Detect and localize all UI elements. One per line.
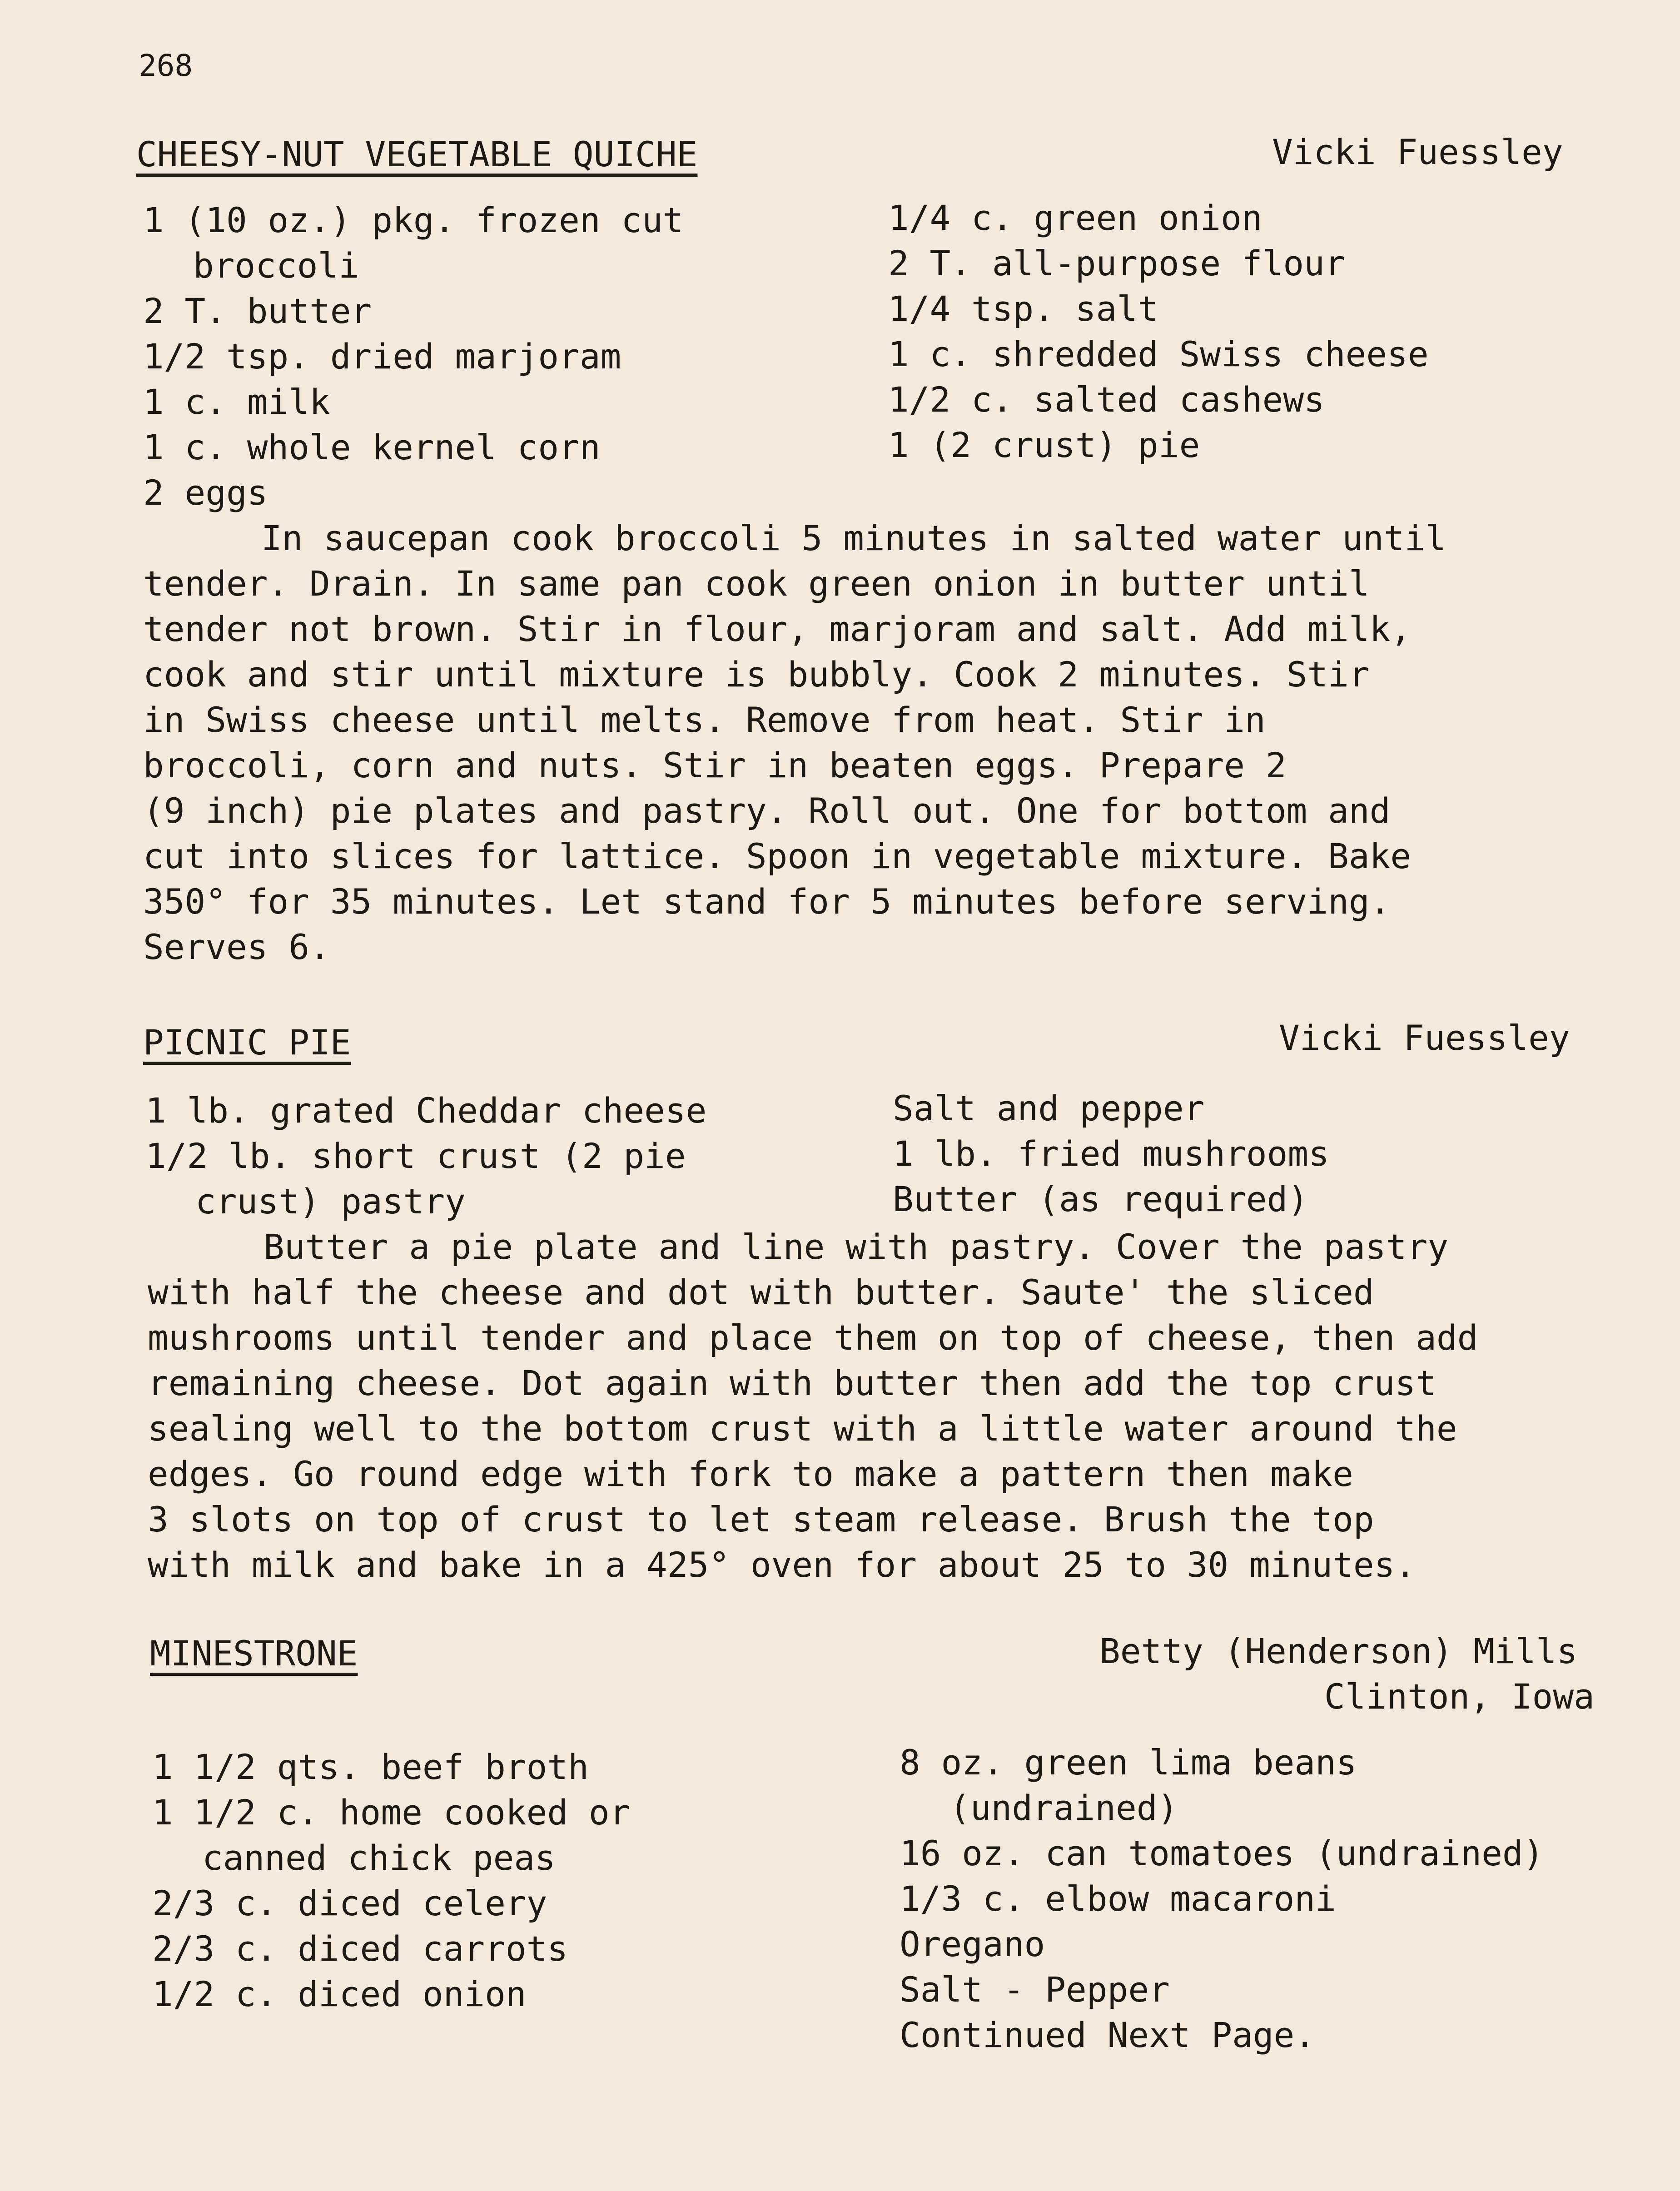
ingredient: 1 1/2 c. home cooked or xyxy=(152,1792,631,1833)
directions-line: remaining cheese. Dot again with butter then add the top crust xyxy=(148,1363,1436,1403)
ingredient: 1/2 tsp. dried marjoram xyxy=(143,336,621,377)
ingredient: 2 T. all-purpose flour xyxy=(888,243,1346,283)
ingredient: 1 (2 crust) pie xyxy=(888,425,1200,465)
directions-line: tender. Drain. In same pan cook green onion in butter until xyxy=(143,563,1370,604)
directions-line: mushrooms until tender and place them on top of cheese, then add xyxy=(148,1317,1478,1358)
ingredient: canned chick peas xyxy=(202,1838,556,1878)
ingredient: 1 lb. fried mushrooms xyxy=(893,1133,1329,1174)
directions-line: broccoli, corn and nuts. Stir in beaten eggs. Prepare 2 xyxy=(143,745,1287,785)
directions-line: sealing well to the bottom crust with a little water around the xyxy=(148,1408,1457,1449)
ingredient: (undrained) xyxy=(949,1788,1178,1828)
ingredient: broccoli xyxy=(193,245,360,286)
directions-line: with milk and bake in a 425° oven for about 25 to 30 minutes. xyxy=(148,1545,1416,1585)
recipe-author: Betty (Henderson) Mills xyxy=(1099,1631,1578,1671)
continued-note: Continued Next Page. xyxy=(900,2015,1316,2055)
ingredient: 1 c. whole kernel corn xyxy=(143,427,601,467)
directions-line: cut into slices for lattice. Spoon in vegetable mixture. Bake xyxy=(143,836,1412,876)
ingredient: 2/3 c. diced carrots xyxy=(152,1928,568,1969)
recipe-author: Vicki Fuessley xyxy=(1279,1018,1570,1058)
directions-line: In saucepan cook broccoli 5 minutes in salted water until xyxy=(261,518,1446,558)
ingredient: 1 c. shredded Swiss cheese xyxy=(888,334,1429,374)
directions-line: 350° for 35 minutes. Let stand for 5 minutes before serving. xyxy=(143,881,1391,922)
directions-line: in Swiss cheese until melts. Remove from heat. Stir in xyxy=(143,700,1266,740)
ingredient: 2 eggs xyxy=(143,472,268,513)
recipe-title: MINESTRONE xyxy=(150,1633,358,1674)
directions-line: Serves 6. xyxy=(143,927,330,967)
directions-line: cook and stir until mixture is bubbly. Cook 2 minutes. Stir xyxy=(143,654,1370,695)
recipe-directions xyxy=(143,516,1446,970)
ingredients-left xyxy=(143,198,684,516)
recipe-directions xyxy=(148,1224,1478,1588)
recipe-title: PICNIC PIE xyxy=(143,1022,351,1063)
directions-line: with half the cheese and dot with butter. Saute' the sliced xyxy=(148,1272,1374,1312)
ingredient: 1/4 c. green onion xyxy=(888,198,1262,238)
ingredient: Salt and pepper xyxy=(893,1088,1205,1128)
ingredient: 16 oz. can tomatoes (undrained) xyxy=(900,1833,1544,1873)
ingredient: 1/2 lb. short crust (2 pie xyxy=(145,1136,686,1176)
ingredients-left xyxy=(152,1744,630,2017)
directions-line: tender not brown. Stir in flour, marjoram and salt. Add milk, xyxy=(143,609,1412,649)
ingredient: 1/4 tsp. salt xyxy=(888,288,1158,329)
ingredients-right xyxy=(888,195,1429,468)
ingredient: 2 T. butter xyxy=(143,291,372,331)
ingredient: 1 1/2 qts. beef broth xyxy=(152,1747,589,1787)
ingredient: 1 c. milk xyxy=(143,382,330,422)
directions-line: Butter a pie plate and line with pastry. Cover the pastry xyxy=(263,1227,1449,1267)
ingredients-left xyxy=(145,1088,706,1224)
directions-line: (9 inch) pie plates and pastry. Roll out. One for bottom and xyxy=(143,790,1391,831)
ingredient: 8 oz. green lima beans xyxy=(900,1742,1357,1783)
ingredient: 1/2 c. salted cashews xyxy=(888,379,1325,420)
ingredient: crust) pastry xyxy=(195,1181,466,1222)
ingredients-right xyxy=(900,1740,1544,2058)
page-number: 268 xyxy=(139,48,193,83)
ingredient: Salt - Pepper xyxy=(900,1969,1170,2010)
ingredient: 1/3 c. elbow macaroni xyxy=(900,1878,1336,1919)
directions-line: edges. Go round edge with fork to make a pattern then make xyxy=(148,1454,1353,1494)
ingredient: 2/3 c. diced celery xyxy=(152,1883,547,1923)
ingredient: 1 lb. grated Cheddar cheese xyxy=(145,1090,707,1131)
ingredient: 1/2 c. diced onion xyxy=(152,1974,527,2014)
recipe-title: CHEESY-NUT VEGETABLE QUICHE xyxy=(136,134,698,174)
ingredient: Oregano xyxy=(900,1924,1045,1964)
ingredient: 1 (10 oz.) pkg. frozen cut xyxy=(143,200,684,240)
recipe-author: Vicki Fuessley xyxy=(1272,132,1563,172)
ingredients-right xyxy=(893,1086,1329,1222)
ingredient: Butter (as required) xyxy=(893,1179,1309,1219)
recipe-location: Clinton, Iowa xyxy=(1324,1676,1595,1717)
directions-line: 3 slots on top of crust to let steam release. Brush the top xyxy=(148,1499,1374,1540)
